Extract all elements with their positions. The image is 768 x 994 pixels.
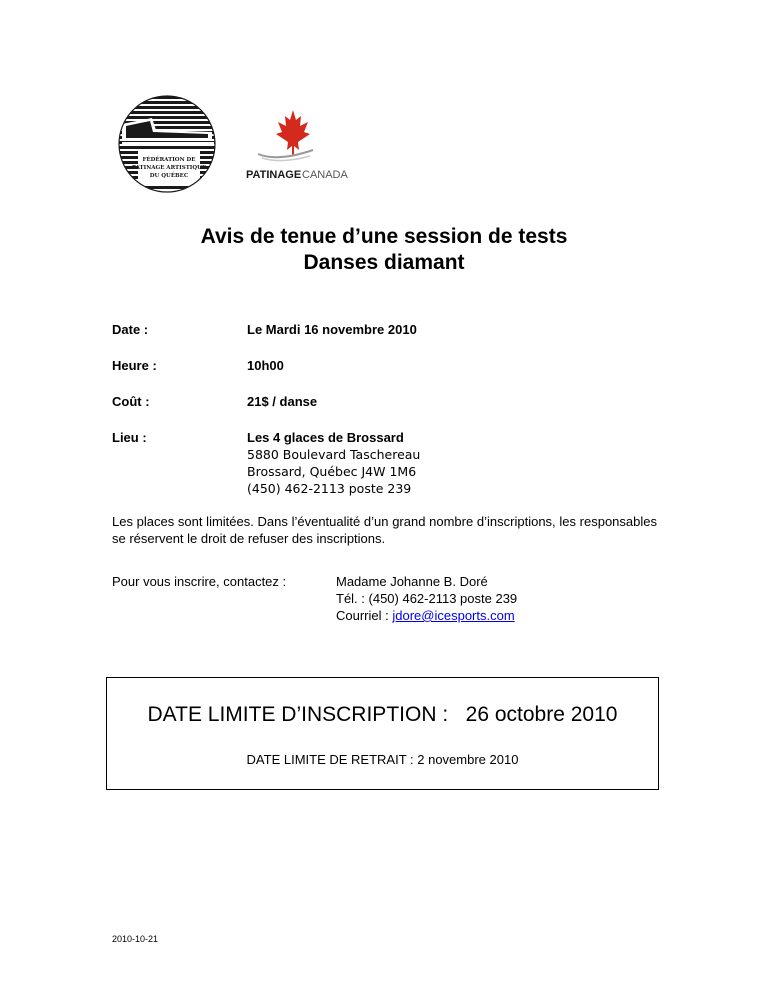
document-title <box>0 224 768 276</box>
time-value: 10h00 <box>247 358 284 373</box>
cost-value: 21$ / danse <box>247 394 318 409</box>
withdrawal-deadline: DATE LIMITE DE RETRAIT : 2 novembre 2010 <box>246 752 519 767</box>
place-label: Lieu : <box>112 430 147 445</box>
place-block <box>247 430 672 497</box>
fpaq-line1: FÉDÉRATION DE <box>142 157 196 163</box>
title-line1: Avis de tenue d’une session de tests <box>200 225 568 248</box>
title-line2: Danses diamant <box>303 251 465 274</box>
logos-header <box>112 94 352 194</box>
contact-email-line <box>336 607 672 624</box>
date-value: Le Mardi 16 novembre 2010 <box>247 322 417 337</box>
email-label: Courriel : <box>336 608 389 623</box>
contact-phone: Tél. : (450) 462-2113 poste 239 <box>336 591 518 606</box>
place-name: Les 4 glaces de Brossard <box>247 430 404 445</box>
cost-row <box>112 394 672 410</box>
maple-leaf-icon <box>276 110 310 156</box>
place-row <box>112 430 672 497</box>
registration-contact <box>112 573 672 624</box>
fpaq-line2: PATINAGE ARTISTIQUE <box>131 165 207 171</box>
date-label: Date : <box>112 322 149 337</box>
fpaq-line3: DU QUÉBEC <box>149 173 189 179</box>
footer-date: 2010-10-21 <box>112 934 159 944</box>
patinage-canada-logo <box>238 106 358 186</box>
address-line3: (450) 462-2113 poste 239 <box>247 481 412 496</box>
address-line2: Brossard, Québec J4W 1M6 <box>247 464 417 479</box>
fpaq-logo <box>112 94 222 194</box>
registration-deadline <box>107 702 658 728</box>
contact-label: Pour vous inscrire, contactez : <box>112 574 287 589</box>
date-row <box>112 322 672 338</box>
canada-word: CANADA <box>302 169 348 181</box>
registration-deadline-date: 26 octobre 2010 <box>465 703 618 726</box>
email-link[interactable]: jdore@icesports.com <box>392 608 515 623</box>
deadline-box <box>106 677 659 790</box>
time-row <box>112 358 672 374</box>
contact-details <box>336 573 672 624</box>
patinage-word: PATINAGE <box>246 169 302 181</box>
address-line1: 5880 Boulevard Taschereau <box>247 447 421 462</box>
event-details <box>112 322 672 517</box>
limited-places-notice: Les places sont limitées. Dans l’éventualité d’un grand nombre d’inscriptions, les responsables se réservent le droit de refuser des inscriptions. <box>112 514 657 546</box>
contact-name: Madame Johanne B. Doré <box>336 574 488 589</box>
time-label: Heure : <box>112 358 157 373</box>
cost-label: Coût : <box>112 394 150 409</box>
registration-deadline-label: DATE LIMITE D’INSCRIPTION : <box>147 703 449 726</box>
